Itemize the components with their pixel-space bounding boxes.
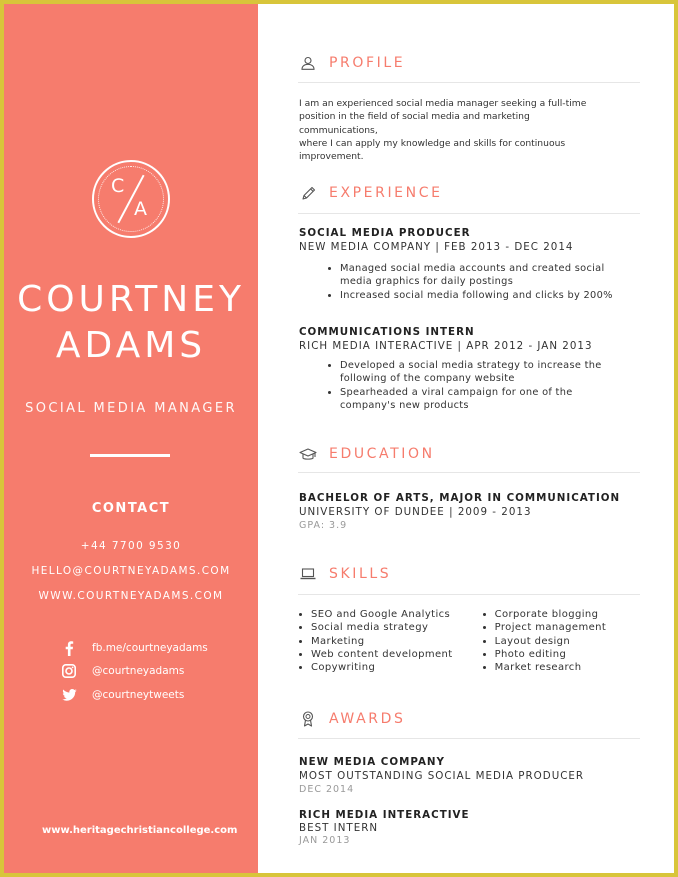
awards-section-header	[298, 710, 405, 728]
skill-item: • Market research	[495, 661, 607, 674]
award-date: DEC 2014	[299, 784, 355, 795]
award-title: MOST OUTSTANDING SOCIAL MEDIA PRODUCER	[299, 770, 585, 782]
user-icon	[298, 54, 318, 72]
job-bullet: • Spearheaded a viral campaign for one of the company's new products	[340, 386, 620, 413]
website-link[interactable]: WWW.COURTNEYADAMS.COM	[38, 590, 224, 602]
instagram-icon	[60, 662, 78, 680]
profile-text	[299, 97, 599, 163]
education-divider	[298, 472, 640, 473]
awards-heading: AWARDS	[329, 711, 406, 727]
awards-divider	[298, 738, 640, 739]
monogram-letter-bottom: A	[134, 198, 147, 220]
contact-heading: CONTACT	[91, 501, 171, 516]
instagram-handle: @courtneyadams	[92, 665, 185, 677]
twitter-icon	[60, 686, 78, 704]
skill-item: • SEO and Google Analytics	[311, 608, 453, 621]
phone-number: +44 7700 9530	[80, 540, 182, 552]
job-bullet: • Increased social media following and clicks by 200%	[340, 289, 620, 302]
award-title: BEST INTERN	[299, 822, 379, 834]
profile-heading: PROFILE	[329, 55, 406, 71]
job-role: SOCIAL MEDIA MANAGER	[25, 401, 237, 416]
education-heading: EDUCATION	[329, 446, 435, 462]
job-bullet: • Developed a social media strategy to increase the following of the company website	[340, 359, 620, 386]
skill-item: • Photo editing	[495, 648, 607, 661]
social-facebook[interactable]	[60, 639, 208, 657]
laptop-icon	[298, 565, 318, 583]
first-name: COURTNEY	[17, 279, 245, 320]
watermark-text: www.heritagechristiancollege.com	[42, 825, 238, 836]
profile-divider	[298, 82, 640, 83]
last-name: ADAMS	[55, 325, 207, 366]
education-section-header	[298, 445, 435, 463]
graduation-cap-icon	[298, 445, 318, 463]
profile-line: where I can apply my knowledge and skills for continuous	[299, 137, 566, 149]
skills-divider	[298, 594, 640, 595]
skill-item: • Project management	[495, 621, 607, 634]
experience-heading: EXPERIENCE	[329, 185, 443, 201]
skills-list	[299, 608, 606, 674]
pen-icon	[298, 184, 318, 202]
skills-section-header	[298, 565, 391, 583]
social-instagram[interactable]	[60, 662, 184, 680]
facebook-icon	[60, 639, 78, 657]
job-company-dates: RICH MEDIA INTERACTIVE | APR 2012 - JAN 2013	[299, 340, 593, 352]
skills-column-1	[299, 608, 453, 674]
facebook-handle: fb.me/courtneyadams	[92, 642, 208, 654]
skills-column-2	[483, 608, 607, 674]
skills-heading: SKILLS	[329, 566, 392, 582]
profile-line: I am an experienced social media manager seeking a full-time	[299, 98, 587, 109]
experience-section-header	[298, 184, 443, 202]
skill-item: • Corporate blogging	[495, 608, 607, 621]
twitter-handle: @courtneytweets	[92, 689, 185, 701]
degree-title: BACHELOR OF ARTS, MAJOR IN COMMUNICATION	[299, 492, 621, 504]
social-twitter[interactable]	[60, 686, 184, 704]
job-title: COMMUNICATIONS INTERN	[299, 326, 475, 338]
job-bullets	[324, 359, 620, 412]
skill-item: • Social media strategy	[311, 621, 453, 634]
profile-line: improvement.	[299, 151, 364, 163]
school-dates: UNIVERSITY OF DUNDEE | 2009 - 2013	[299, 506, 532, 518]
skill-item: • Layout design	[495, 635, 607, 648]
email-link[interactable]: HELLO@COURTNEYADAMS.COM	[31, 565, 231, 577]
job-bullet: • Managed social media accounts and created social media graphics for daily postings	[340, 262, 620, 289]
award-date: JAN 2013	[299, 835, 351, 846]
skill-item: • Marketing	[311, 635, 453, 648]
award-ribbon-icon	[298, 710, 318, 728]
divider	[90, 454, 170, 457]
gpa: GPA: 3.9	[299, 520, 348, 531]
main-content	[258, 4, 678, 873]
job-bullets	[324, 262, 620, 302]
experience-divider	[298, 213, 640, 214]
sidebar	[4, 4, 258, 873]
award-organization: RICH MEDIA INTERACTIVE	[299, 809, 470, 821]
monogram-logo	[92, 160, 170, 238]
skill-item: • Copywriting	[311, 661, 453, 674]
profile-section-header	[298, 54, 405, 72]
profile-line: position in the field of social media and marketing communications,	[299, 111, 530, 136]
job-title: SOCIAL MEDIA PRODUCER	[299, 227, 471, 239]
award-organization: NEW MEDIA COMPANY	[299, 756, 446, 768]
monogram-letter-top: C	[111, 175, 125, 197]
job-company-dates: NEW MEDIA COMPANY | FEB 2013 - DEC 2014	[299, 241, 574, 253]
skill-item: • Web content development	[311, 648, 453, 661]
